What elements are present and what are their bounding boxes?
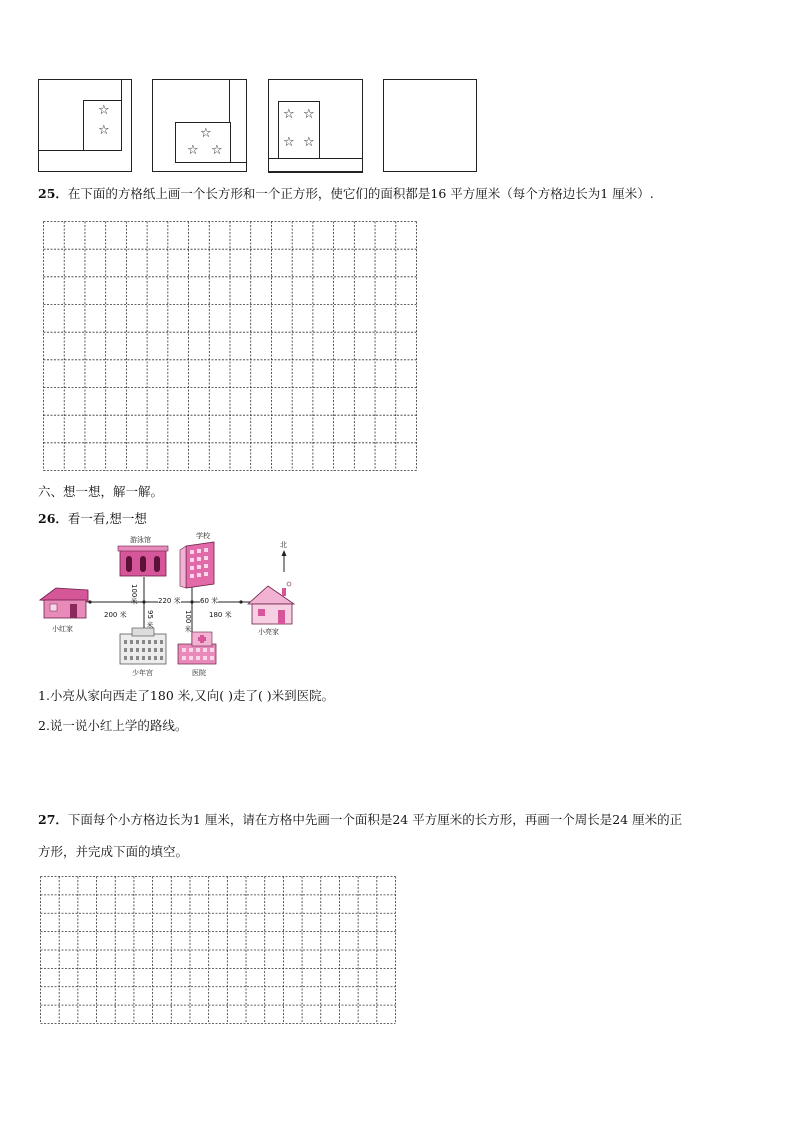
pattern-box-3 <box>268 79 363 172</box>
star-icon: ☆ <box>303 107 315 122</box>
question-25 <box>38 186 654 202</box>
section-title: 六、想一想，解一解。 <box>38 484 164 499</box>
north-label: 北 <box>280 541 287 549</box>
grid-paper-27[interactable] <box>40 876 396 1024</box>
pattern-inner-rect <box>268 158 363 173</box>
question-text: 看一看,想一想 <box>67 511 147 526</box>
question-text: 在下面的方格纸上画一个长方形和一个正方形，使它们的面积都是16 平方厘米（每个方格边长为1 厘米）. <box>67 186 654 201</box>
grid-paper-25[interactable] <box>43 221 417 471</box>
question-number: 26． <box>38 511 68 526</box>
youth-palace-icon <box>120 628 166 664</box>
q26-sub1: 1.小亮从家向西走了180 米,又向( )走了( )米到医院。 <box>38 688 335 703</box>
xiaohong-label: 小红家 <box>52 625 73 633</box>
pattern-inner-rect <box>229 79 247 163</box>
question-number: 27． <box>38 812 68 827</box>
distance-label: 60 米 <box>200 597 219 605</box>
pool-label: 游泳馆 <box>130 536 151 544</box>
school-building-icon <box>180 542 214 588</box>
distance-label: 100米 <box>130 584 138 605</box>
distance-label: 95 米 <box>146 610 154 629</box>
distance-label: 200 米 <box>104 611 127 619</box>
grid-svg[interactable] <box>40 876 396 1024</box>
question-27-line2: 方形，并完成下面的填空。 <box>38 844 189 859</box>
school-label: 学校 <box>196 532 210 540</box>
distance-label: 180 米 <box>209 611 232 619</box>
star-icon: ☆ <box>283 107 295 122</box>
distance-label: 220 米 <box>158 597 181 605</box>
pool-building-icon <box>118 546 168 576</box>
star-icon: ☆ <box>283 135 295 150</box>
star-icon: ☆ <box>98 103 110 118</box>
hospital-icon <box>178 632 216 664</box>
star-icon: ☆ <box>98 123 110 138</box>
xiaohong-house-icon <box>40 588 88 618</box>
question-text: 下面每个小方格边长为1 厘米，请在方格中先画一个面积是24 平方厘米的长方形，再画一个周长是24 厘米的正 <box>67 812 683 827</box>
hospital-label: 医院 <box>192 669 206 677</box>
question-number: 25． <box>38 186 68 201</box>
pattern-box-2 <box>152 79 247 172</box>
star-icon: ☆ <box>200 126 212 141</box>
pattern-box-4-blank[interactable] <box>383 79 477 172</box>
question-26 <box>38 511 147 527</box>
star-icon: ☆ <box>303 135 315 150</box>
star-icon: ☆ <box>211 143 223 158</box>
question-27-line1 <box>38 812 682 828</box>
xiaoliang-label: 小亮家 <box>258 628 279 636</box>
youth-palace-label: 少年宫 <box>132 669 153 677</box>
grid-svg[interactable] <box>43 221 417 471</box>
q26-sub2: 2.说一说小红上学的路线。 <box>38 718 188 733</box>
route-map <box>36 532 306 680</box>
pattern-box-1 <box>38 79 132 172</box>
distance-label: 100 米 <box>184 610 192 633</box>
star-icon: ☆ <box>187 143 199 158</box>
xiaoliang-house-icon <box>248 582 294 624</box>
route-map-svg <box>36 532 306 680</box>
